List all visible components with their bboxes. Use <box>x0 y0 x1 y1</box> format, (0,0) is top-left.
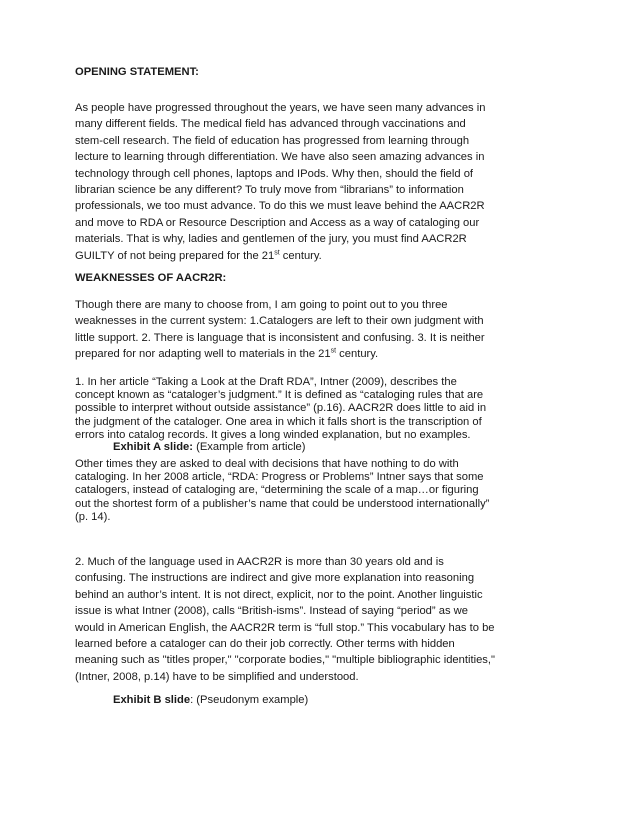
point-1-continued-paragraph: Other times they are asked to deal with decisions that have nothing to do with cataloging. In her 2008 article, “RDA: Progress or Problems” Intner says that some catalogers, instead of cataloging are, “determining the scale of a map…or figuring out the shortest form of a publisher’s name that could be understood internationally” (p. 14). <box>75 458 490 523</box>
exhibit-b-line <box>113 694 493 706</box>
opening-superscript: st <box>274 248 280 256</box>
weaknesses-superscript: st <box>330 347 337 355</box>
opening-text-end: century. <box>279 249 322 262</box>
weaknesses-text-end: century. <box>336 348 379 361</box>
exhibit-a-line <box>113 441 493 454</box>
opening-statement-paragraph <box>75 100 495 264</box>
exhibit-a-label: Exhibit A slide: <box>113 441 193 453</box>
weaknesses-paragraph <box>75 297 495 363</box>
weaknesses-text: Though there are many to choose from, I am going to point out to you three weaknesses in the current system: 1.Catalogers are left to their own judgment with little support. 2. There is language that is inconsistent and confusing. 3. It is neither prepared for nor adapting well to materials in the 21 <box>75 299 485 361</box>
exhibit-a-note: (Example from article) <box>192 441 306 453</box>
exhibit-b-note: : (Pseudonym example) <box>190 694 309 706</box>
exhibit-b-label: Exhibit B slide <box>113 694 191 706</box>
opening-text: As people have progressed throughout the years, we have seen many advances in many different fields. The medical field has advanced through vaccinations and stem-cell research. The field of education has progressed from learning through lecture to learning through differentiation. We have also seen amazing advances in technology through cell phones, laptops and IPods. Why then, should the field of librarian science be any different? To truly move from “librarians” to information professionals, we too must advance. To do this we must leave behind the AACR2R and move to RDA or Resource Description and Access as a way of cataloging our materials. That is why, ladies and gentlemen of the jury, you must find AACR2R GUILTY of not being prepared for the 21 <box>75 102 486 262</box>
point-2-paragraph: 2. Much of the language used in AACR2R is more than 30 years old and is confusing. The instructions are indirect and give more explanation into reasoning behind an author’s intent. It is not direct, explicit, nor to the point. Another linguistic issue is what Intner (2008), calls “British-isms”. Instead of saying “period” as we would in American English, the AACR2R term is “full stop.” This vocabulary has to be learned before a cataloger can do their job correctly. Other terms with hidden meaning such as "titles proper," "corporate bodies," "multiple bibliographic identities," (Intner, 2008, p.14) have to be simplified and understood. <box>75 556 495 683</box>
opening-statement-heading: OPENING STATEMENT: <box>75 66 199 78</box>
point-1-paragraph: 1. In her article “Taking a Look at the Draft RDA”, Intner (2009), describes the concept known as “cataloger’s judgment.” It is defined as “cataloging rules that are possible to interpret without outside assistance” (p.16). AACR2R does little to aid in the judgment of the cataloger. One area in which it falls short is the transcription of errors into catalog records. It gives a long winded explanation, but no examples. <box>75 376 487 441</box>
weaknesses-heading: WEAKNESSES OF AACR2R: <box>75 272 227 284</box>
